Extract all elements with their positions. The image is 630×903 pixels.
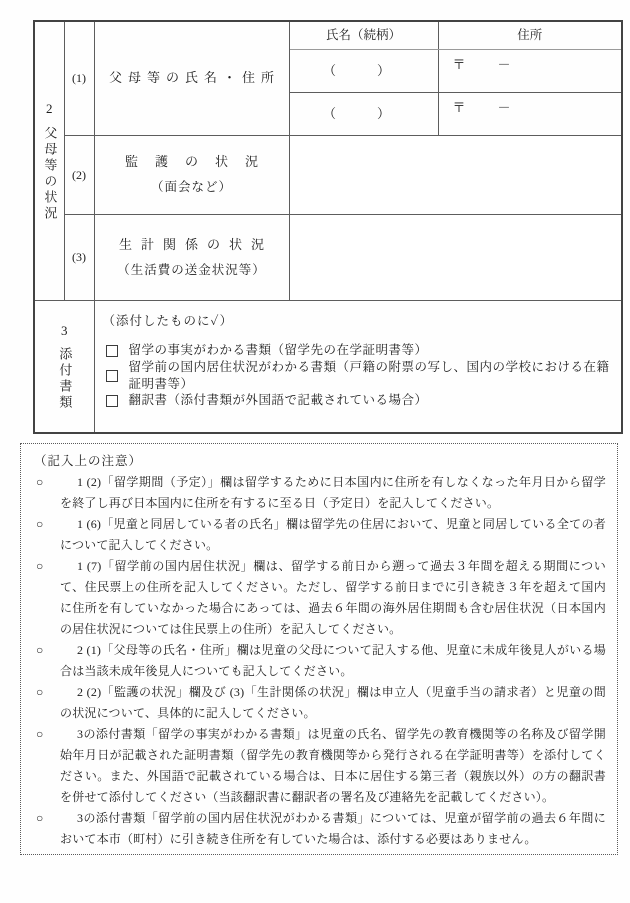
note-item (32, 640, 606, 682)
column-header-address: 住所 (438, 21, 622, 50)
notes-title: （記入上の注意） (34, 454, 143, 468)
note-item (32, 682, 606, 724)
parents-name-address-label-cell (94, 21, 289, 136)
livelihood-status-input-cell[interactable] (289, 215, 622, 301)
attachment-label: 留学の事実がわかる書類（留学先の在学証明書等） (128, 343, 428, 358)
check-instruction: （添付したものに✓） (102, 314, 234, 328)
custody-status-label: 監護の状況 (124, 154, 275, 170)
checkbox-icon[interactable] (106, 395, 118, 407)
parent1-name-input-cell[interactable] (289, 50, 438, 93)
circle-bullet-icon: ○ (36, 559, 44, 573)
note-item (32, 472, 606, 514)
checkbox-icon[interactable] (106, 345, 118, 357)
livelihood-status-label-cell (94, 215, 289, 301)
item1-number: (1) (64, 21, 94, 136)
section2-number: 2 (46, 101, 53, 117)
note-item (32, 514, 606, 556)
circle-bullet-icon: ○ (36, 727, 44, 741)
circle-bullet-icon: ○ (36, 643, 44, 657)
note-text: 3の添付書類「留学前の国内居住状況がわかる書類」については、児童が留学前の過去６年間において本市（町村）に引き続き住所を有していた場合は、添付する必要はありません。 (60, 811, 606, 846)
circle-bullet-icon: ○ (36, 517, 44, 531)
circle-bullet-icon: ○ (36, 811, 44, 825)
item2-number: (2) (64, 136, 94, 215)
relationship-parens: （ ） (322, 105, 404, 121)
postal-mark: 〒 － (452, 100, 513, 115)
relationship-parens: （ ） (322, 62, 404, 78)
note-text: 2 (1)「父母等の氏名・住所」欄は児童の父母について記入する他、児童に未成年後見人がいる場合は当該未成年後見人についても記入してください。 (60, 643, 606, 678)
note-text: 1 (7)「留学前の国内居住状況」欄は、留学する前日から遡って過去３年間を超える期間について、住民票上の住所を記入してください。ただし、留学する前日までに引き続き３年を超えて国内に住所を有していなかった場合にあっては、過去６年間の海外居住期間も含む居住状況（日本国内の居住状況については住民票上の住所）を記入してください。 (60, 559, 606, 636)
custody-status-label-cell (94, 136, 289, 215)
column-header-name: 氏名（続柄） (289, 21, 438, 50)
livelihood-status-label: 生計関係の状況 (118, 236, 273, 252)
parents-name-address-label: 父母等の氏名・住所 (108, 70, 280, 86)
section3-number: 3 (61, 322, 68, 338)
section2-title: 父母等の状況 (42, 125, 58, 222)
notes-list (32, 472, 606, 850)
checkbox-icon[interactable] (106, 370, 118, 382)
parent2-name-input-cell[interactable] (289, 93, 438, 136)
note-item (32, 556, 606, 640)
livelihood-status-sublabel: （生活費の送金状況等） (117, 262, 266, 277)
attachment-item (103, 359, 614, 391)
note-text: 1 (2)「留学期間（予定）」欄は留学するために日本国内に住所を有しなくなった年月日から留学を終了し再び日本国内に住所を有するに至る日（予定日）を記入してください。 (60, 475, 606, 510)
note-item (32, 808, 606, 850)
attachment-label: 留学前の国内居住状況がわかる書類（戸籍の附票の写し、国内の学校における在籍証明書等） (128, 359, 610, 391)
attached-documents-cell (94, 301, 622, 433)
attachment-label: 翻訳書（添付書類が外国語で記載されている場合） (128, 393, 428, 408)
notes-box (20, 443, 618, 855)
note-text: 3の添付書類「留学の事実がわかる書類」は児童の氏名、留学先の教育機関等の名称及び留学開始年月日が記載された証明書類（留学先の教育機関等から発行される在学証明書等）を添付してください。また、外国語で記載されている場合は、日本に居住する第三者（親族以外）の方の翻訳書を併せて添付してください（当該翻訳書に翻訳者の署名及び連絡先を記載してください）。 (60, 727, 606, 804)
note-text: 1 (6)「児童と同居している者の氏名」欄は留学先の住居において、児童と同居している全ての者について記入してください。 (60, 517, 606, 552)
custody-status-input-cell[interactable] (289, 136, 622, 215)
note-text: 2 (2)「監護の状況」欄及び (3)「生計関係の状況」欄は申立人（児童手当の請求者）と児童の間の状況について、具体的に記入してください。 (60, 685, 606, 720)
custody-status-sublabel: （面会など） (150, 180, 232, 195)
item3-number: (3) (64, 215, 94, 301)
parent2-address-input-cell[interactable] (438, 93, 622, 136)
circle-bullet-icon: ○ (36, 685, 44, 699)
parent1-address-input-cell[interactable] (438, 50, 622, 93)
parents-status-table (33, 20, 623, 434)
note-item (32, 724, 606, 808)
section3-header-cell (34, 301, 94, 433)
circle-bullet-icon: ○ (36, 475, 44, 489)
section3-title: 添付書類 (57, 346, 73, 411)
postal-mark: 〒 － (452, 57, 513, 72)
section2-header-cell (34, 21, 64, 301)
